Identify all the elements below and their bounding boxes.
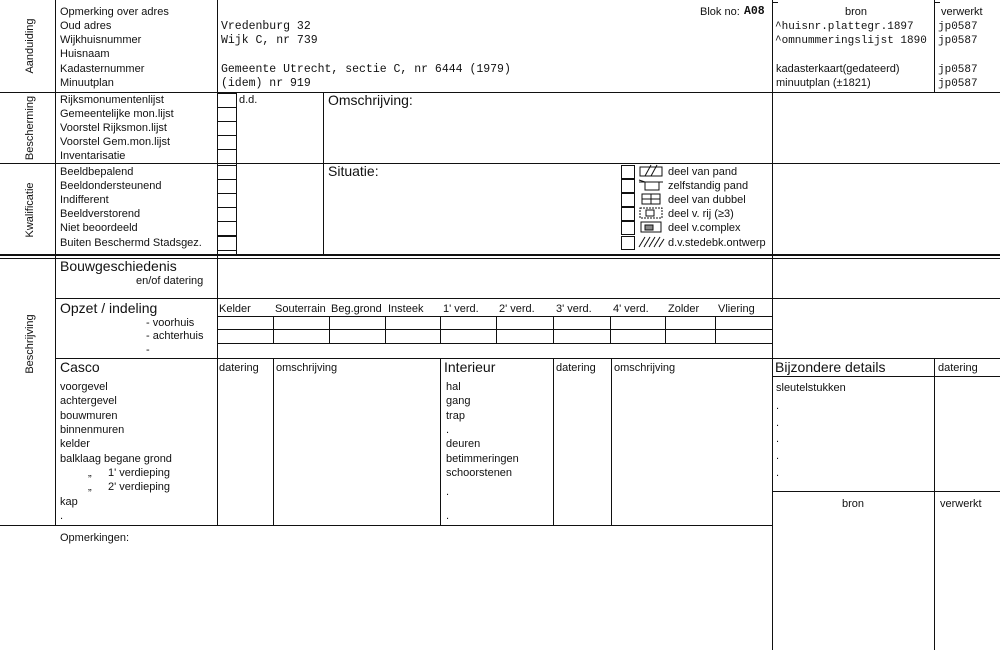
label-kadasternummer: Kadasternummer: [60, 63, 145, 75]
interieur-hal: hal: [446, 381, 461, 393]
verwerkt-header: verwerkt: [941, 6, 983, 18]
opzet-voorhuis: - voorhuis: [146, 317, 195, 329]
source-bron-3: kadasterkaart(gedateerd): [776, 63, 900, 75]
bescherming-gemeentelijke: Gemeentelijke mon.lijst: [60, 108, 174, 120]
bouwgeschiedenis-title: Bouwgeschiedenis: [60, 258, 177, 274]
interieur-blank-3: .: [446, 510, 450, 522]
details-header-divider: [772, 376, 1000, 377]
opzet-grid-col: [496, 316, 497, 344]
checkbox-voorstel-gem[interactable]: [217, 135, 237, 150]
bijzondere-title: Bijzondere details: [775, 359, 886, 375]
double-building-icon: [637, 192, 665, 206]
floor-4-verd: 4' verd.: [613, 303, 649, 315]
opzet-grid-col: [715, 316, 716, 344]
checkbox-deel-v-rij[interactable]: [621, 207, 635, 221]
label-oud-adres: Oud adres: [60, 20, 112, 32]
side-label-aanduiding: Aanduiding: [24, 18, 36, 74]
details-bottom-divider: [772, 491, 1000, 492]
situatie-stedebk-ontwerp: d.v.stedebk.ontwerp: [668, 237, 766, 249]
section-divider-2: [0, 163, 1000, 164]
opzet-grid-col: [440, 316, 441, 344]
opzet-grid-col: [329, 316, 330, 344]
casco-datering-divider: [273, 358, 274, 525]
casco-extra: .: [60, 510, 64, 522]
opzet-grid-col: [665, 316, 666, 344]
checkbox-buiten-beschermd[interactable]: [217, 236, 237, 251]
checkbox-inventarisatie[interactable]: [217, 149, 237, 164]
side-label-bescherming: Bescherming: [24, 95, 36, 161]
bottom-verwerkt-divider: [934, 492, 935, 650]
checkbox-beeldbepalend[interactable]: [217, 165, 237, 180]
standalone-building-icon: [637, 178, 665, 192]
opzet-grid-row2: [217, 343, 772, 344]
opzet-empty: -: [146, 344, 150, 356]
source-column-divider: [772, 0, 773, 650]
opzet-grid-col: [273, 316, 274, 344]
value-wijkhuisnummer: Wijk C, nr 739: [221, 34, 318, 47]
interieur-deuren: deuren: [446, 438, 481, 450]
value-kadasternummer: Gemeente Utrecht, sectie C, nr 6444 (1979): [221, 63, 511, 76]
blok-label: Blok no:: [700, 6, 740, 18]
interieur-betimmeringen: betimmeringen: [446, 453, 519, 465]
opzet-grid-top: [217, 316, 772, 317]
bijzondere-blank-4: .: [776, 450, 780, 462]
casco-ditto-1: „: [88, 467, 92, 479]
bijzondere-sleutelstukken: sleutelstukken: [776, 382, 846, 394]
interieur-gang: gang: [446, 395, 471, 407]
casco-ditto-2: „: [88, 481, 92, 493]
opzet-grid-col: [385, 316, 386, 344]
situatie-zelfstandig-pand: zelfstandig pand: [668, 180, 749, 192]
casco-kap: kap: [60, 496, 78, 508]
situatie-deel-v-complex: deel v.complex: [668, 222, 741, 234]
interieur-blank-2: .: [446, 486, 450, 498]
bijzondere-blank-3: .: [776, 433, 780, 445]
checkbox-zelfstandig-pand[interactable]: [621, 179, 635, 193]
side-label-divider: [55, 0, 56, 525]
interieur-omschrijving-divider: [611, 358, 612, 525]
checkbox-beeldondersteunend[interactable]: [217, 179, 237, 194]
checkbox-stedebk-ontwerp[interactable]: [621, 236, 635, 250]
bijzondere-blank-1: .: [776, 400, 780, 412]
bijzondere-datering-header: datering: [938, 362, 978, 374]
opzet-achterhuis: - achterhuis: [146, 330, 204, 342]
interieur-omschrijving-header: omschrijving: [614, 362, 676, 374]
label-column-divider: [217, 0, 218, 525]
floor-3-verd: 3' verd.: [556, 303, 592, 315]
casco-binnenmuren: binnenmuren: [60, 424, 125, 436]
checkbox-deel-van-pand[interactable]: [621, 165, 635, 179]
casco-omschrijving-header: omschrijving: [276, 362, 338, 374]
casco-title: Casco: [60, 359, 100, 375]
checkbox-beeldverstorend[interactable]: [217, 207, 237, 222]
row-building-icon: [637, 206, 665, 220]
casco-datering-header: datering: [219, 362, 259, 374]
source-bron-2: ^omnummeringslijst 1890: [775, 35, 927, 47]
kwalificatie-beeldbepalend: Beeldbepalend: [60, 166, 134, 178]
floor-kelder: Kelder: [219, 303, 251, 315]
label-minuutplan: Minuutplan: [60, 77, 114, 89]
side-label-beschrijving: Beschrijving: [24, 314, 36, 374]
kwalificatie-indifferent: Indifferent: [60, 194, 109, 206]
beschrijving-bottom: [0, 525, 772, 526]
interieur-trap: trap: [446, 410, 465, 422]
bescherming-voorstel-gem: Voorstel Gem.mon.lijst: [60, 136, 171, 148]
kwalificatie-niet-beoordeeld: Niet beoordeeld: [60, 222, 138, 234]
opmerkingen-label: Opmerkingen:: [60, 532, 130, 544]
opzet-grid-col: [610, 316, 611, 344]
opzet-grid-col: [553, 316, 554, 344]
bouwgeschiedenis-divider: [55, 298, 1000, 299]
bescherming-voorstel-rijks: Voorstel Rijksmon.lijst: [60, 122, 167, 134]
casco-1-verdieping: 1' verdieping: [108, 467, 171, 479]
source-verwerkt-4: jp0587: [938, 78, 978, 90]
value-oud-adres: Vredenburg 32: [221, 20, 311, 33]
bescherming-inventarisatie: Inventarisatie: [60, 150, 126, 162]
casco-voorgevel: voorgevel: [60, 381, 108, 393]
casco-kelder: kelder: [60, 438, 90, 450]
situatie-label: Situatie:: [328, 163, 379, 179]
source-verwerkt-2: jp0587: [938, 35, 978, 47]
bottom-bron-header: bron: [842, 498, 865, 510]
casco-achtergevel: achtergevel: [60, 395, 117, 407]
situatie-deel-van-pand: deel van pand: [668, 166, 738, 178]
omschrijving-label: Omschrijving:: [328, 92, 413, 108]
interieur-datering-header: datering: [556, 362, 596, 374]
bottom-verwerkt-header: verwerkt: [940, 498, 982, 510]
checkbox-gemeentelijke[interactable]: [217, 107, 237, 122]
source-verwerkt-3: jp0587: [938, 64, 978, 76]
checkbox-voorstel-rijks[interactable]: [217, 121, 237, 136]
casco-2-verdieping: 2' verdieping: [108, 481, 171, 493]
interieur-title: Interieur: [444, 359, 496, 375]
building-part-icon: [637, 164, 665, 178]
value-minuutplan: (idem) nr 919: [221, 77, 311, 90]
checkbox-indifferent[interactable]: [217, 193, 237, 208]
label-wijkhuisnummer: Wijkhuisnummer: [60, 34, 142, 46]
bron-tick: [772, 2, 778, 3]
floor-beg-grond: Beg.grond: [331, 303, 382, 315]
verwerkt-tick: [934, 2, 940, 3]
checkbox-rijksmonumentenlijst[interactable]: [217, 93, 237, 108]
bijzondere-blank-2: .: [776, 417, 780, 429]
floor-insteek: Insteek: [388, 303, 424, 315]
checkbox-deel-v-complex[interactable]: [621, 221, 635, 235]
datering-subtitle: en/of datering: [136, 275, 204, 287]
kwalificatie-beeldondersteunend: Beeldondersteunend: [60, 180, 162, 192]
casco-bouwmuren: bouwmuren: [60, 410, 118, 422]
checkbox-niet-beoordeeld[interactable]: [217, 221, 237, 236]
floor-2-verd: 2' verd.: [499, 303, 535, 315]
source-bron-4: minuutplan (±1821): [776, 77, 871, 89]
kwalificatie-buiten-beschermd: Buiten Beschermd Stadsgez.: [60, 237, 202, 249]
floor-souterrain: Souterrain: [275, 303, 326, 315]
bescherming-rijksmonumentenlijst: Rijksmonumentenlijst: [60, 94, 164, 106]
casco-interieur-divider: [440, 358, 441, 525]
situatie-deel-van-dubbel: deel van dubbel: [668, 194, 746, 206]
bron-header: bron: [845, 6, 868, 18]
label-huisnaam: Huisnaam: [60, 48, 110, 60]
dd-column-divider: [323, 92, 324, 254]
urban-design-icon: [637, 235, 665, 249]
floor-zolder: Zolder: [668, 303, 700, 315]
floor-1-verd: 1' verd.: [443, 303, 479, 315]
side-label-kwalificatie: Kwalificatie: [24, 182, 36, 238]
interieur-blank-1: .: [446, 424, 450, 436]
dd-label: d.d.: [239, 94, 258, 106]
opzet-title: Opzet / indeling: [60, 300, 158, 316]
checkbox-deel-van-dubbel[interactable]: [621, 193, 635, 207]
label-opmerking-adres: Opmerking over adres: [60, 6, 169, 18]
situatie-deel-v-rij: deel v. rij (≥3): [668, 208, 734, 220]
source-bron-1: ^huisnr.plattegr.1897: [775, 21, 914, 33]
section-divider-3: [0, 254, 1000, 256]
floor-vliering: Vliering: [718, 303, 755, 315]
casco-balklaag: balklaag begane grond: [60, 453, 172, 465]
opzet-grid-row1: [217, 329, 772, 330]
interieur-datering-divider: [553, 358, 554, 525]
source-verwerkt-1: jp0587: [938, 21, 978, 33]
complex-building-icon: [637, 220, 665, 234]
kwalificatie-beeldverstorend: Beeldverstorend: [60, 208, 141, 220]
blok-value: A08: [744, 5, 765, 18]
interieur-schoorstenen: schoorstenen: [446, 467, 513, 479]
verwerkt-divider: [934, 0, 935, 92]
bijzondere-blank-5: .: [776, 467, 780, 479]
